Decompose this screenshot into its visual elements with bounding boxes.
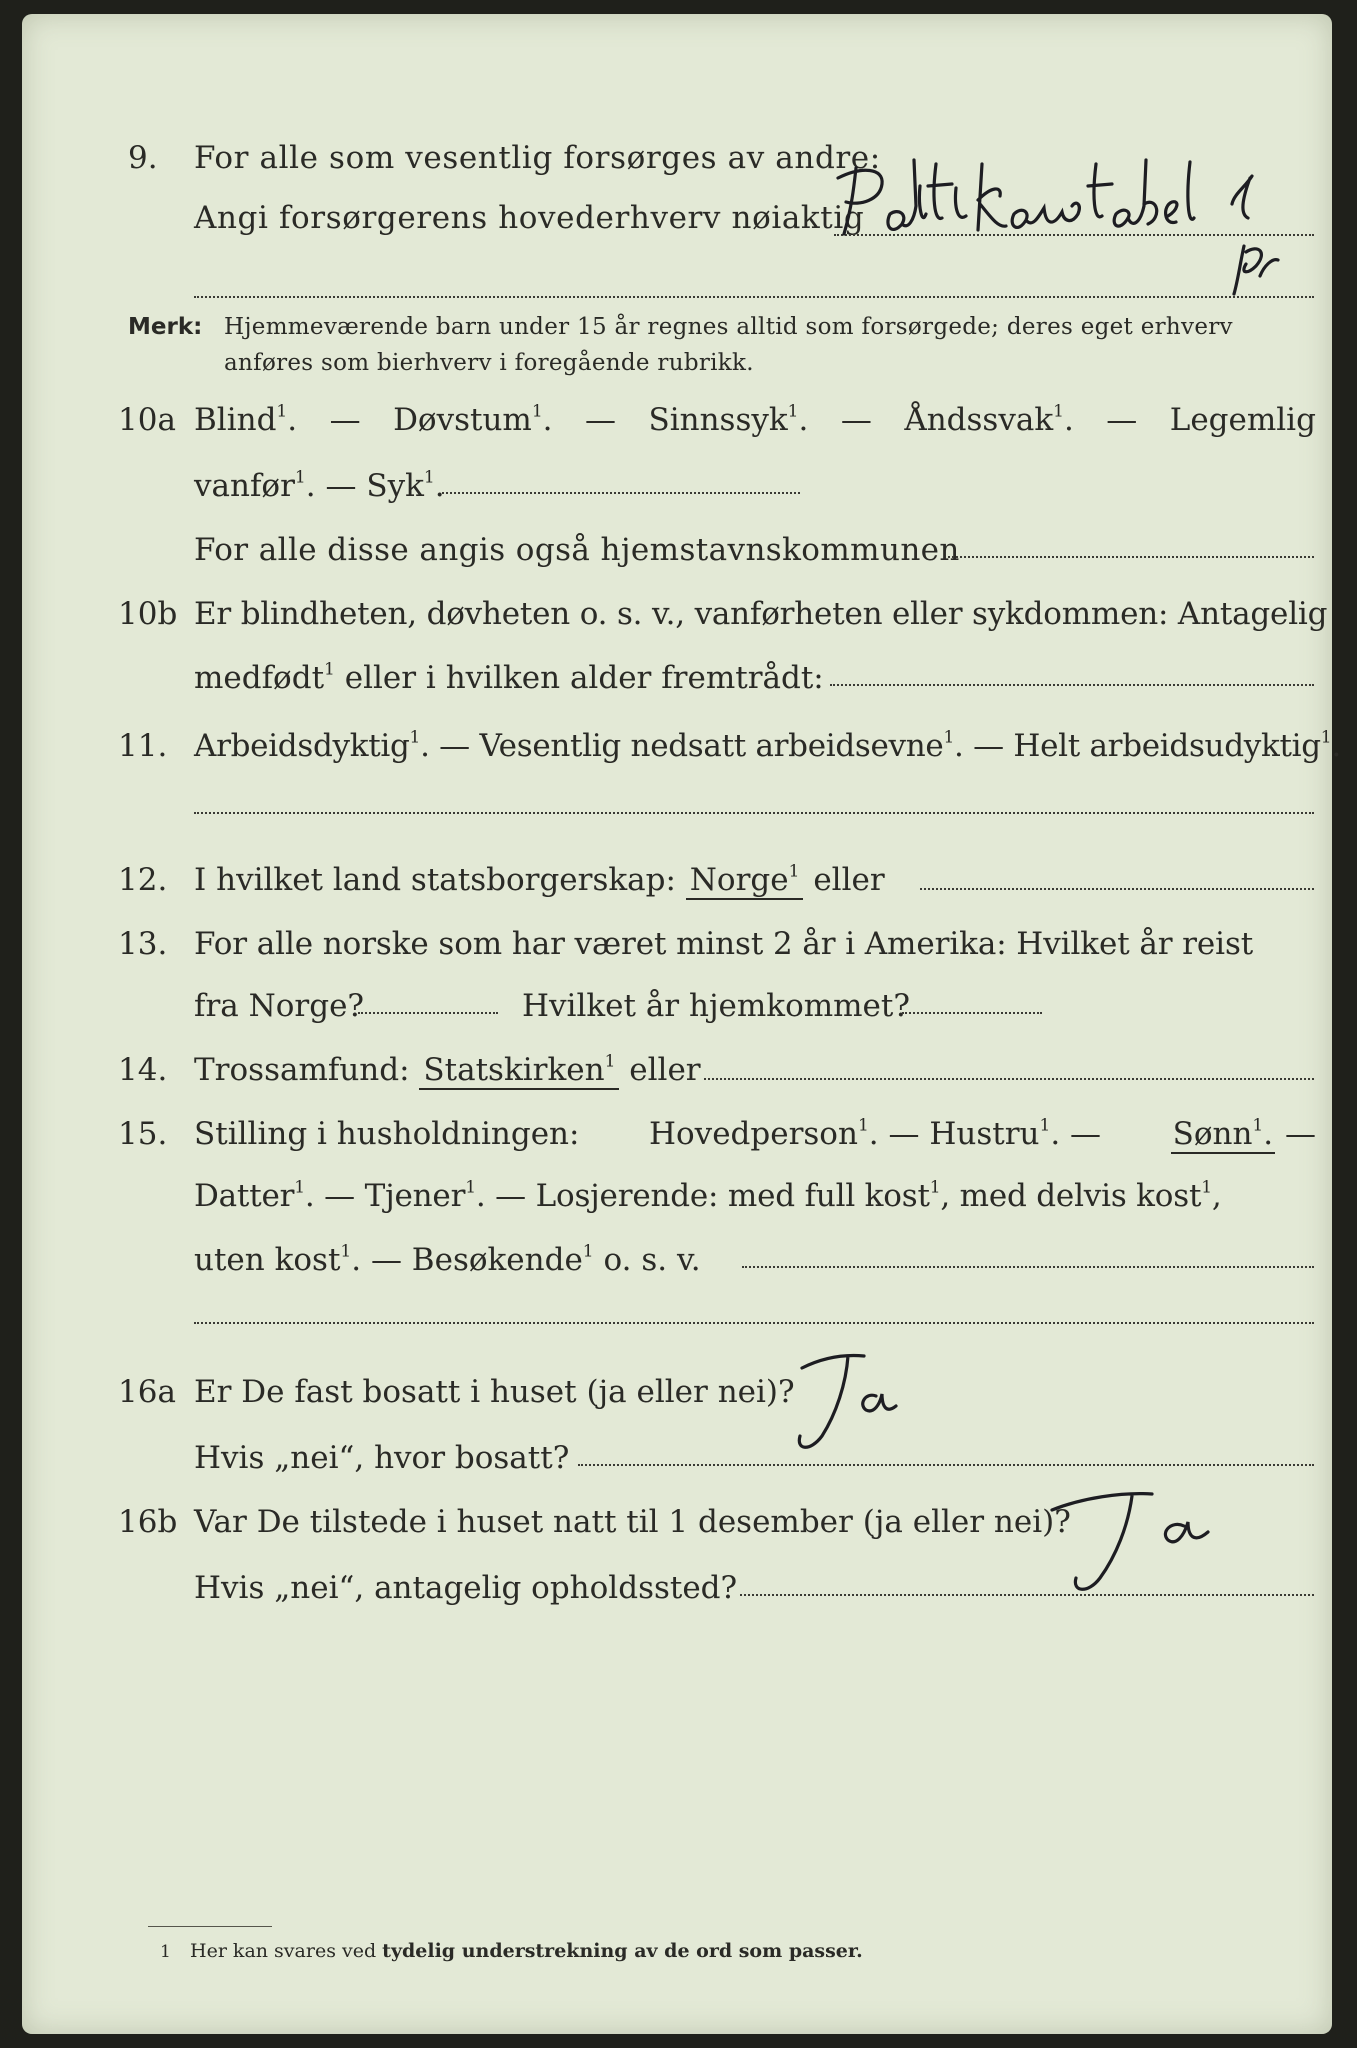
dash: —	[840, 402, 872, 438]
q12-line: I hvilket land statsborgerskap: Norge$^1$ eller	[194, 861, 885, 898]
dash: —	[1106, 402, 1138, 438]
q10a-line2: vanfør$^1$. — Syk$^1$.	[194, 467, 445, 504]
q15-number: 15.	[118, 1116, 168, 1152]
census-form-page	[22, 14, 1341, 2034]
footnote-text: Her kan svares ved tydelig understrekning av de ord som passer.	[190, 1940, 863, 1962]
q13-line2b: Hvilket år hjemkommet?	[522, 988, 910, 1024]
q13-line1: For alle norske som har været minst 2 år i Amerika: Hvilket år reist	[194, 926, 1254, 962]
q14-line: Trossamfund: Statskirken$^1$ eller	[194, 1051, 701, 1088]
q12-line-fill	[920, 888, 1314, 890]
q10a-kommune-line	[948, 556, 1314, 558]
merk-line2: anføres som bierhverv i foregående rubrikk.	[224, 350, 754, 376]
q15-line2: Datter$^1$. — Tjener$^1$. — Losjerende: med full kost$^1$, med delvis kost$^1$,	[194, 1177, 1222, 1214]
q14-number: 14.	[118, 1052, 168, 1088]
q15-line1: Stilling i husholdningen: Hovedperson$^1$. — Hustru$^1$. — Sønn$^1$. —	[194, 1115, 1316, 1152]
q9-handwritten-answer	[832, 156, 1332, 316]
q16b-line1: Var De tilstede i huset natt til 1 desember (ja eller nei)?	[194, 1504, 1071, 1540]
option-blind: Blind$^1$.	[194, 401, 298, 438]
merk-line1: Hjemmeværende barn under 15 år regnes alltid som forsørgede; deres eget erhverv	[224, 314, 1233, 340]
option-andssvak: Åndssvak$^1$.	[904, 401, 1074, 438]
q11-number: 11.	[118, 728, 168, 764]
q10b-line2: medfødt$^1$ eller i hvilken alder fremtrådt:	[194, 659, 824, 696]
q10b-number: 10b	[118, 596, 178, 632]
merk-label: Merk:	[128, 314, 203, 340]
q16a-bosatt-line	[578, 1464, 1314, 1466]
q10a-line3: For alle disse angis også hjemstavnskommunen	[194, 532, 960, 568]
q10b-alder-line	[830, 684, 1314, 686]
q13-hjemkommet-line	[902, 1012, 1042, 1014]
q9-line2: Angi forsørgerens hovederhverv nøiaktig	[194, 200, 865, 236]
option-legemlig: Legemlig	[1169, 402, 1316, 438]
q14-line-fill	[704, 1078, 1314, 1080]
q16a-handwritten-answer	[772, 1344, 952, 1464]
q16a-number: 16a	[118, 1374, 176, 1410]
q9-line1: For alle som vesentlig forsørges av andre:	[194, 140, 881, 176]
option-dovstum: Døvstum$^1$.	[393, 401, 553, 438]
q12-number: 12.	[118, 862, 168, 898]
q12-underlined-norge: Norge$^1$	[686, 862, 804, 900]
dash: —	[329, 402, 361, 438]
q10a-number: 10a	[118, 402, 176, 438]
q14-underlined-statskirken: Statskirken$^1$	[419, 1052, 619, 1090]
q11-line: Arbeidsdyktig$^1$. — Vesentlig nedsatt arbeidsevne$^1$. — Helt arbeidsudyktig$^1$.	[194, 727, 1341, 764]
q15-line-fill	[742, 1266, 1314, 1268]
dash: —	[585, 402, 616, 438]
q15-extra-line	[194, 1322, 1314, 1324]
option-sinnssyk: Sinnssyk$^1$.	[648, 401, 809, 438]
q15-underlined-sonn: Sønn$^1$.	[1172, 1115, 1274, 1152]
footnote-marker: 1	[160, 1942, 171, 1962]
q10b-line1: Er blindheten, døvheten o. s. v., vanførheten eller sykdommen: Antagelig	[194, 596, 1328, 632]
footnote-rule	[148, 1926, 272, 1927]
q11-extra-line	[194, 812, 1314, 814]
q16a-line1: Er De fast bosatt i huset (ja eller nei)?	[194, 1374, 795, 1410]
q13-number: 13.	[118, 926, 168, 962]
q16b-handwritten-answer	[1032, 1474, 1252, 1604]
q15-line3: uten kost$^1$. — Besøkende$^1$ o. s. v.	[194, 1241, 701, 1278]
q13-line2a: fra Norge?	[194, 988, 365, 1024]
q10a-syk-line	[442, 492, 800, 494]
q13-reist-line	[358, 1012, 498, 1014]
q10a-line1	[194, 402, 1316, 438]
q16a-line2: Hvis „nei“, hvor bosatt?	[194, 1440, 570, 1476]
q16b-line2: Hvis „nei“, antagelig opholdssted?	[194, 1570, 738, 1606]
q9-number: 9.	[128, 140, 158, 176]
q16b-number: 16b	[118, 1504, 178, 1540]
